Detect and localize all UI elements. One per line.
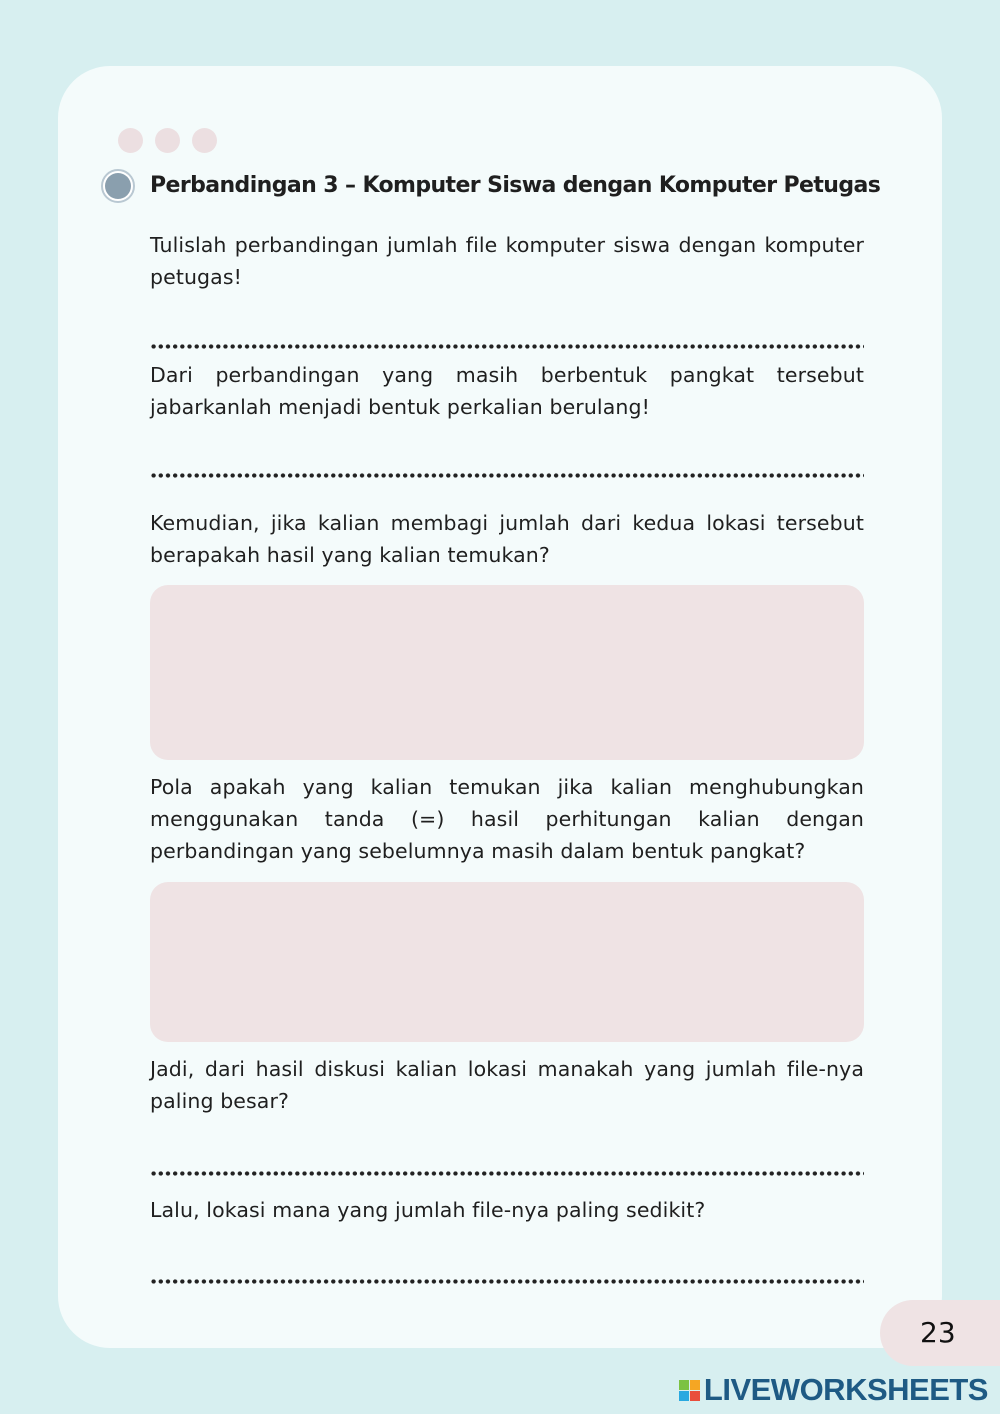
answer-box-2[interactable] — [150, 882, 864, 1042]
answer-box-1[interactable] — [150, 585, 864, 760]
question-3: Kemudian, jika kalian membagi jumlah dari kedua lokasi tersebut berapakah hasil yang kalian temukan? — [150, 511, 864, 567]
question-5: Jadi, dari hasil diskusi kalian lokasi manakah yang jumlah file-nya paling besar? — [150, 1057, 864, 1113]
dot-icon — [118, 128, 143, 153]
liveworksheets-logo — [679, 1372, 988, 1408]
question-4: Pola apakah yang kalian temukan jika kalian menghubungkan menggunakan tanda (=) hasil perhitungan kalian dengan perbandingan yang sebelumnya masih dalam bentuk pangkat? — [150, 775, 864, 863]
question-6: Lalu, lokasi mana yang jumlah file-nya paling sedikit? — [150, 1198, 706, 1222]
question-1: Tulislah perbandingan jumlah file komputer siswa dengan komputer petugas! — [150, 233, 864, 289]
question-2: Dari perbandingan yang masih berbentuk pangkat tersebut jabarkanlah menjadi bentuk perkalian berulang! — [150, 363, 864, 419]
decorative-dots — [118, 128, 217, 153]
dot-icon — [155, 128, 180, 153]
section-bullet-icon — [101, 169, 135, 203]
answer-line-1[interactable] — [150, 344, 864, 349]
liveworksheets-icon — [679, 1380, 700, 1401]
answer-line-3[interactable] — [150, 1171, 864, 1176]
brand-name: LIVEWORKSHEETS — [703, 1372, 988, 1407]
dot-icon — [192, 128, 217, 153]
section-heading: Perbandingan 3 – Komputer Siswa dengan Komputer Petugas — [150, 173, 881, 198]
page-number: 23 — [880, 1300, 1000, 1366]
answer-line-2[interactable] — [150, 473, 864, 478]
answer-line-4[interactable] — [150, 1279, 864, 1284]
